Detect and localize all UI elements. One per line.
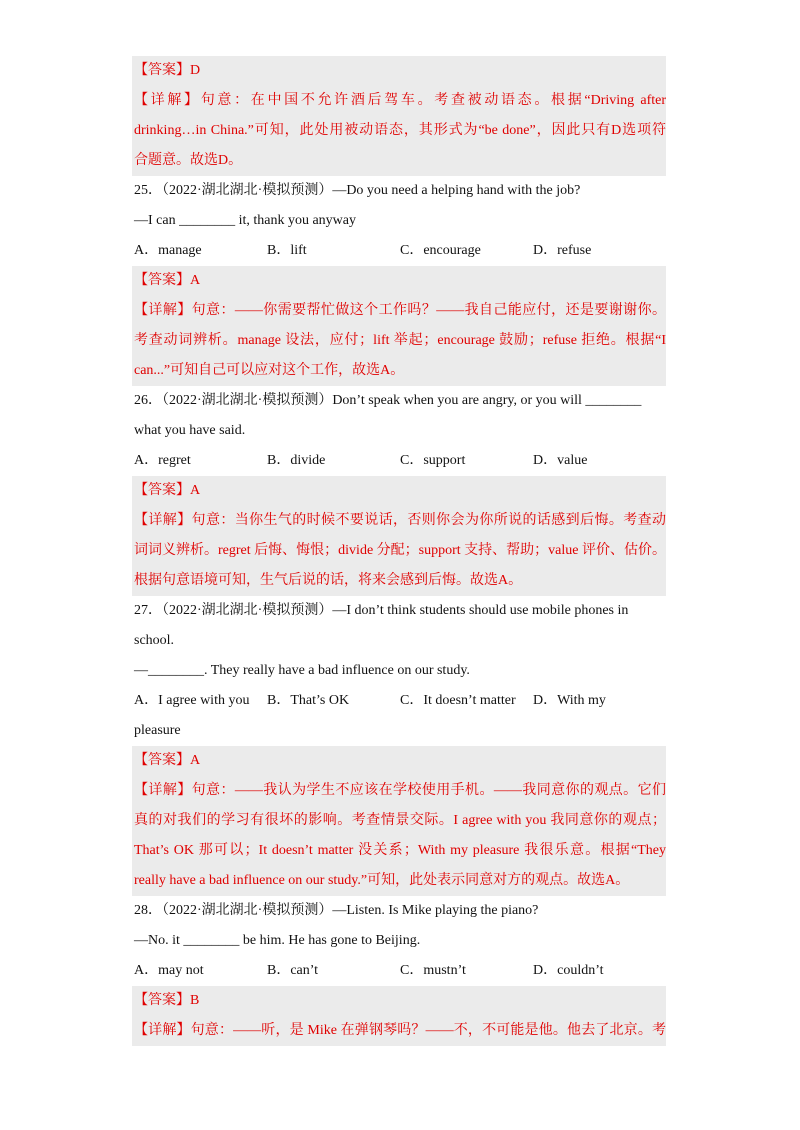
question-28 bbox=[134, 896, 666, 986]
q26-options bbox=[134, 446, 666, 476]
question-27 bbox=[134, 596, 666, 746]
q28-answer: 【答案】B bbox=[134, 993, 200, 1008]
q27-option-c: C．It doesn’t matter bbox=[400, 693, 516, 708]
q27-stem-2: school. bbox=[134, 633, 175, 648]
q25-detail-1: 【详解】句意：——你需要帮忙做这个工作吗？——我自己能应付，还是要谢谢你。 bbox=[134, 303, 666, 318]
q26-stem-2: what you have said. bbox=[134, 423, 246, 438]
q27-option-b: B．That’s OK bbox=[267, 693, 350, 708]
q27-stem-3: —________. They really have a bad influence on our study. bbox=[134, 663, 470, 678]
q25-option-d: D．refuse bbox=[533, 243, 592, 258]
question-25 bbox=[134, 176, 666, 266]
q26-option-c: C．support bbox=[400, 453, 466, 468]
q26-option-d: D．value bbox=[533, 453, 588, 468]
q24-detail-3: 合题意。故选D。 bbox=[134, 153, 243, 168]
q28-option-c: C．mustn’t bbox=[400, 963, 466, 978]
q27-detail-4: really have a bad influence on our study.”可知，此处表示同意对方的观点。故选A。 bbox=[134, 873, 630, 888]
question-26 bbox=[134, 386, 666, 476]
q25-option-a: A．manage bbox=[134, 243, 202, 258]
q28-option-d: D．couldn’t bbox=[533, 963, 604, 978]
q27-answer-block bbox=[132, 746, 666, 896]
q24-detail-2: drinking…in China.”可知，此处用被动语态，其形式为“be done”，因此只有D选项符 bbox=[134, 123, 666, 138]
q25-answer: 【答案】A bbox=[134, 273, 201, 288]
q25-stem-2: —I can ________ it, thank you anyway bbox=[134, 213, 357, 228]
q27-detail-2: 真的对我们的学习有很坏的影响。考查情景交际。I agree with you 我同意你的观点； bbox=[134, 813, 666, 828]
q28-answer-block bbox=[132, 986, 666, 1046]
q24-answer: 【答案】D bbox=[134, 63, 201, 78]
q26-answer: 【答案】A bbox=[134, 483, 201, 498]
q28-stem-2: —No. it ________ be him. He has gone to Beijing. bbox=[134, 933, 421, 948]
q25-detail-3: can...”可知自己可以应对这个工作，故选A。 bbox=[134, 363, 405, 378]
q25-stem-1: 25．（2022·湖北湖北·模拟预测）—Do you need a helping hand with the job? bbox=[134, 183, 581, 198]
q28-option-b: B．can’t bbox=[267, 963, 319, 978]
q25-detail-2: 考查动词辨析。manage 设法，应付；lift 举起；encourage 鼓励；refuse 拒绝。根据“I bbox=[134, 333, 666, 348]
q27-detail-1: 【详解】句意：——我认为学生不应该在学校使用手机。——我同意你的观点。它们 bbox=[134, 783, 666, 798]
q27-option-a: A．I agree with you bbox=[134, 693, 250, 708]
q27-stem-1: 27．（2022·湖北湖北·模拟预测）—I don’t think students should use mobile phones in bbox=[134, 603, 629, 618]
q28-options bbox=[134, 956, 666, 986]
q25-option-b: B．lift bbox=[267, 243, 307, 258]
document-page bbox=[134, 56, 666, 1046]
q27-option-d-continued: pleasure bbox=[134, 723, 181, 738]
q28-detail-1: 【详解】句意：——听，是 Mike 在弹钢琴吗？——不，不可能是他。他去了北京。考 bbox=[134, 1023, 666, 1038]
q27-option-d: D．With my bbox=[533, 693, 606, 708]
q24-answer-block bbox=[132, 56, 666, 176]
q24-detail-1: 【详解】句意：在中国不允许酒后驾车。考查被动语态。根据“Driving after bbox=[134, 93, 666, 108]
q28-option-a: A．may not bbox=[134, 963, 204, 978]
q25-answer-block bbox=[132, 266, 666, 386]
q26-option-a: A．regret bbox=[134, 453, 191, 468]
q27-options bbox=[134, 686, 666, 716]
q27-answer: 【答案】A bbox=[134, 753, 201, 768]
q26-answer-block bbox=[132, 476, 666, 596]
q26-detail-3: 根据句意语境可知，生气后说的话，将来会感到后悔。故选A。 bbox=[134, 573, 523, 588]
q26-detail-2: 词词义辨析。regret 后悔、悔恨；divide 分配；support 支持、帮助；value 评价、估价。 bbox=[134, 543, 666, 558]
q25-options bbox=[134, 236, 666, 266]
q25-option-c: C．encourage bbox=[400, 243, 481, 258]
q26-stem-1: 26．（2022·湖北湖北·模拟预测）Don’t speak when you are angry, or you will ________ bbox=[134, 393, 642, 408]
q27-detail-3: That’s OK 那可以；It doesn’t matter 没关系；With my pleasure 我很乐意。根据“They bbox=[134, 843, 666, 858]
q28-stem-1: 28．（2022·湖北湖北·模拟预测）—Listen. Is Mike playing the piano? bbox=[134, 903, 539, 918]
q26-detail-1: 【详解】句意：当你生气的时候不要说话，否则你会为你所说的话感到后悔。考查动 bbox=[134, 513, 666, 528]
q26-option-b: B．divide bbox=[267, 453, 326, 468]
